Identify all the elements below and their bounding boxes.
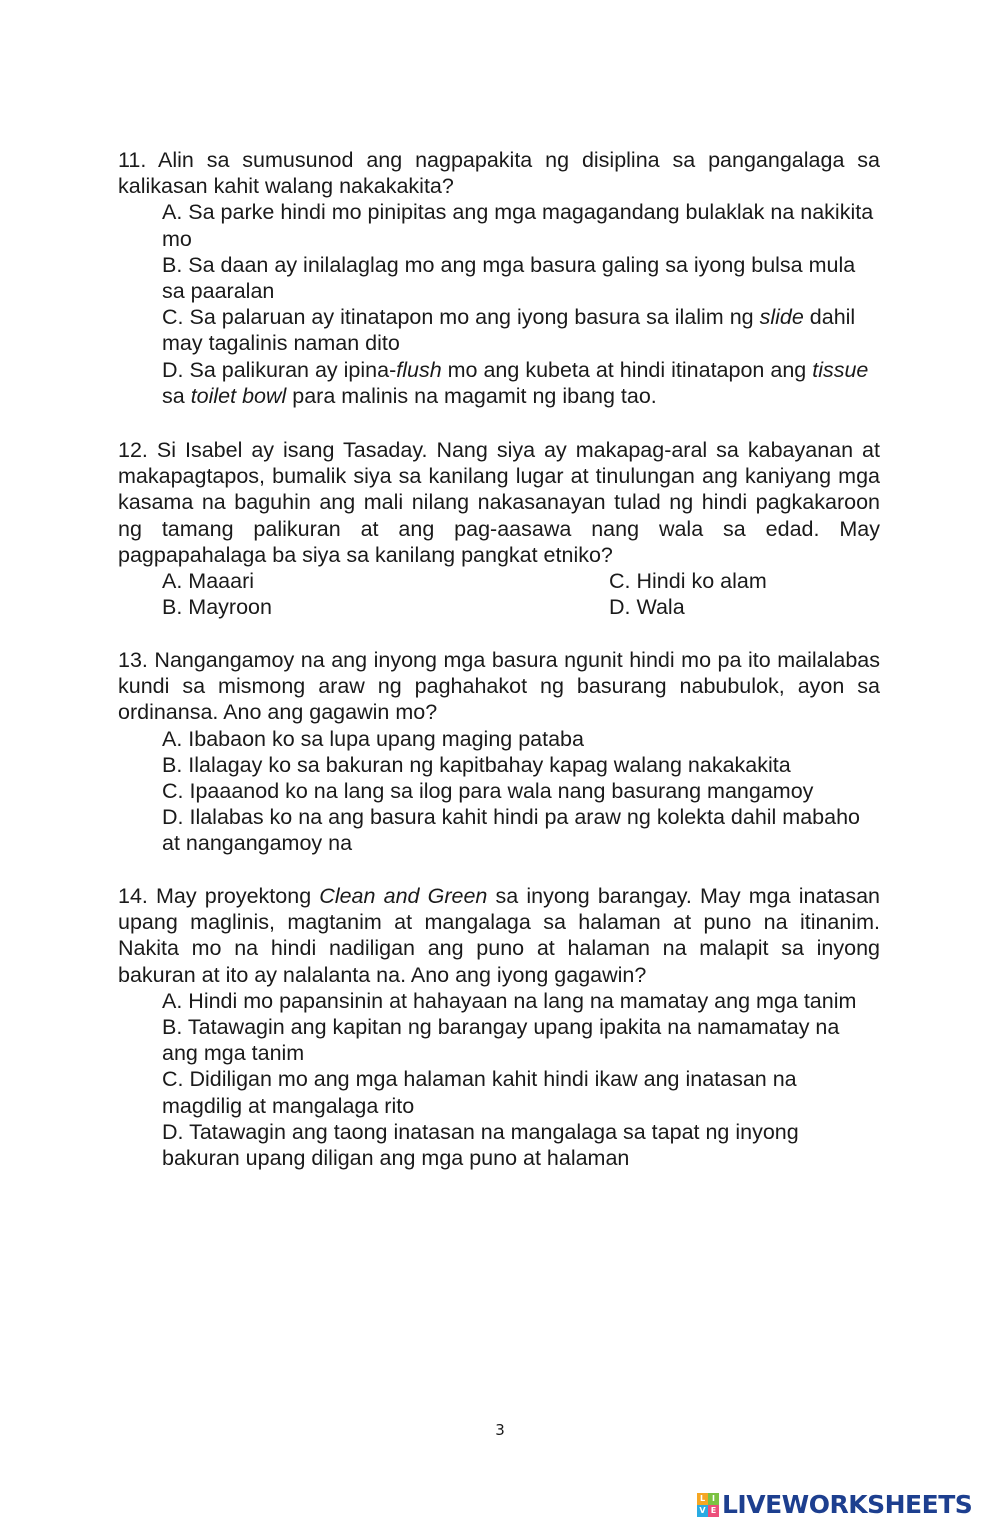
question-13-option-a: A. Ibabaon ko sa lupa upang maging pataba: [162, 726, 584, 751]
question-12: [118, 437, 880, 620]
logo-tile-i: I: [708, 1493, 719, 1505]
liveworksheets-logo: [697, 1490, 972, 1519]
question-12-option-c: C. Hindi ko alam: [609, 569, 767, 594]
question-14-option-b: B. Tatawagin ang kapitan ng barangay upang ipakita na namamatay na ang mga tanim: [162, 1015, 840, 1066]
question-11: [118, 147, 880, 409]
question-14-stem: 14. May proyektong Clean and Green sa inyong barangay. May mga inatasan upang maglinis, magtanim at mangalaga sa halaman at puno na itinanim. Nakita mo na hindi nadiligan ang puno at halaman na malapit sa inyong bakuran at ito ay nalalanta na. Ano ang iyong gagawin?: [118, 884, 880, 987]
question-12-stem: 12. Si Isabel ay isang Tasaday. Nang siya ay makapag-aral sa kabayanan at makapagtapos, bumalik siya sa kanilang lugar at tinulungan ang kaniyang mga kasama na baguhin ang mali nilang nakasanayan tulad ng hindi pagkakaroon ng tamang palikuran at ang pag-aasawa nang wala sa edad. May pagpapahalaga ba siya sa kanilang pangkat etniko?: [118, 438, 880, 567]
question-13-option-d: D. Ilalabas ko na ang basura kahit hindi pa araw ng kolekta dahil mabaho at nangangamoy na: [162, 805, 861, 856]
question-11-option-d: D. Sa palikuran ay ipina-flush mo ang kubeta at hindi itinatapon ang tissue sa toilet bowl para malinis na magamit ng ibang tao.: [162, 357, 869, 408]
question-14-option-d: D. Tatawagin ang taong inatasan na mangalaga sa tapat ng inyong bakuran upang diligan ang mga puno at halaman: [162, 1119, 799, 1171]
brand-name: LIVEWORKSHEETS: [722, 1490, 973, 1519]
question-14-option-c: C. Didiligan mo ang mga halaman kahit hindi ikaw ang inatasan na magdilig at mangalaga rito: [162, 1067, 797, 1118]
logo-tile-e: E: [708, 1505, 719, 1517]
question-12-options-row-2: [162, 594, 880, 620]
logo-tile-v: V: [697, 1505, 708, 1517]
question-13-stem: 13. Nangangamoy na ang inyong mga basura ngunit hindi mo pa ito mailalabas kundi sa mismong araw ng paghahakot ng basurang nabubulok, ayon sa ordinansa. Ano ang gagawin mo?: [118, 648, 880, 725]
question-11-option-c: C. Sa palaruan ay itinatapon mo ang iyong basura sa ilalim ng slide dahil may tagalinis naman dito: [162, 305, 856, 356]
question-12-option-b: B. Mayroon: [162, 595, 272, 620]
question-12-option-a: A. Maaari: [162, 569, 255, 594]
question-11-stem: 11. Alin sa sumusunod ang nagpapakita ng disiplina sa pangangalaga sa kalikasan kahit walang nakakakita?: [118, 148, 880, 199]
question-11-option-b: B. Sa daan ay inilalaglag mo ang mga basura galing sa iyong bulsa mula sa paaralan: [162, 252, 856, 304]
question-11-option-a: A. Sa parke hindi mo pinipitas ang mga magagandang bulaklak na nakikita mo: [162, 200, 874, 251]
question-13: [118, 647, 880, 857]
question-12-option-d: D. Wala: [609, 595, 685, 620]
liveworksheets-logo-icon: [697, 1493, 719, 1517]
question-13-option-c: C. Ipaaanod ko na lang sa ilog para wala nang basurang mangamoy: [162, 779, 814, 804]
question-14: [118, 883, 880, 1171]
page-number: 3: [495, 1421, 505, 1439]
question-14-option-a: A. Hindi mo papansinin at hahayaan na lang na mamatay ang mga tanim: [162, 988, 857, 1013]
question-12-options-row-1: [162, 568, 880, 594]
logo-tile-l: L: [697, 1493, 708, 1505]
question-13-option-b: B. Ilalagay ko sa bakuran ng kapitbahay kapag walang nakakakita: [162, 752, 791, 777]
